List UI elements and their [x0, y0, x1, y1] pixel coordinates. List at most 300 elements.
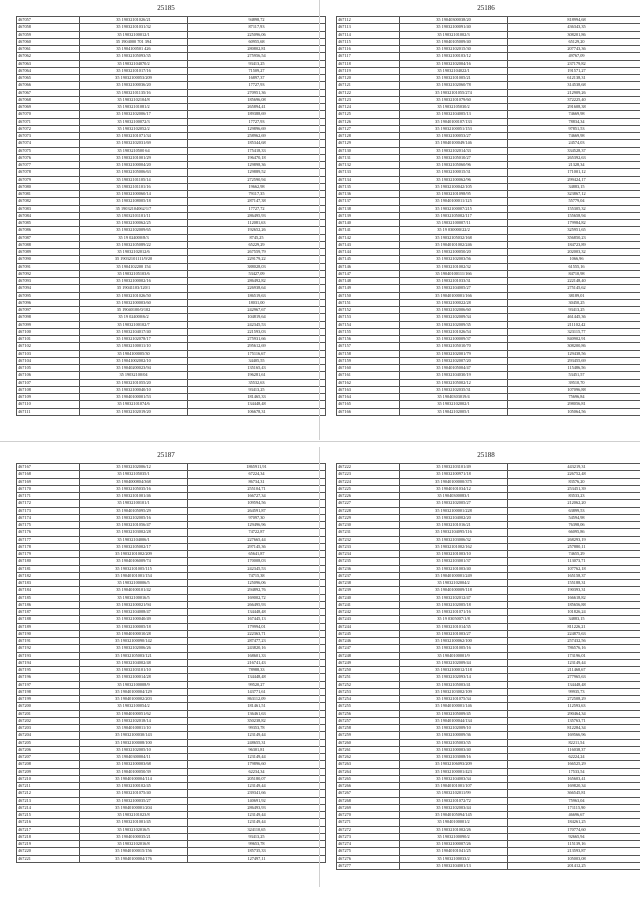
- table-row: [337, 681, 640, 688]
- reference-code-cell: 35 19032102005/27: [400, 500, 508, 507]
- amount-cell: 35532,63: [188, 379, 326, 386]
- reference-code-cell: 35 19032102031/69: [80, 140, 188, 147]
- amount-cell: 275145,62: [508, 285, 640, 292]
- amount-cell: 168601,33: [188, 652, 326, 659]
- reference-code-cell: 35 19040300004/11: [80, 754, 188, 761]
- record-id-cell: 467083: [17, 205, 80, 212]
- record-id-cell: 467079: [17, 176, 80, 183]
- amount-cell: 34405,55: [188, 357, 326, 364]
- record-id-cell: 467243: [337, 616, 400, 623]
- reference-code-cell: 35 19040100035/21: [80, 833, 188, 840]
- record-id-cell: 467114: [337, 31, 400, 38]
- reference-code-cell: 35 19032102015/30: [400, 46, 508, 53]
- record-id-cell: 467067: [17, 89, 80, 96]
- amount-cell: 196281,61: [188, 372, 326, 379]
- amount-cell: 226938,64: [188, 285, 326, 292]
- record-id-cell: 467084: [17, 212, 80, 219]
- amount-cell: 129896,69: [188, 125, 326, 132]
- record-id-cell: 467241: [337, 601, 400, 608]
- reference-code-cell: 35 19032100102/7: [80, 321, 188, 328]
- table-row: [337, 118, 640, 125]
- table-row: [17, 667, 326, 674]
- table-row: [337, 783, 640, 790]
- table-row: [17, 681, 326, 688]
- table-row: [17, 125, 326, 132]
- reference-code-cell: 35 19032101079/60: [400, 96, 508, 103]
- ledger-table: [16, 16, 326, 416]
- reference-code-cell: 35 19032104003/34: [400, 775, 508, 782]
- reference-code-cell: 35 19032104008/47: [80, 609, 188, 616]
- reference-code-cell: 35 19032102005/10: [80, 746, 188, 753]
- record-id-cell: 467273: [337, 833, 400, 840]
- record-id-cell: 467095: [17, 292, 80, 299]
- record-id-cell: 467159: [337, 357, 400, 364]
- record-id-cell: 467081: [17, 191, 80, 198]
- record-id-cell: 467224: [337, 478, 400, 485]
- record-id-cell: 467169: [17, 478, 80, 485]
- table-row: [17, 220, 326, 227]
- reference-code-cell: 35 19032100103/12: [400, 53, 508, 60]
- record-id-cell: 467148: [337, 278, 400, 285]
- reference-code-cell: 35 19032102009/44: [400, 659, 508, 666]
- reference-code-cell: 35 19032104017/40: [80, 328, 188, 335]
- reference-code-cell: 35 19032100051/153: [400, 125, 508, 132]
- reference-code-cell: 35 19032104005/27: [400, 285, 508, 292]
- amount-cell: 175116,67: [188, 350, 326, 357]
- record-id-cell: 467094: [17, 285, 80, 292]
- table-row: [17, 365, 326, 372]
- record-id-cell: 467203: [17, 725, 80, 732]
- reference-code-cell: 35 19032100009/36: [400, 732, 508, 739]
- record-id-cell: 467158: [337, 350, 400, 357]
- reference-code-cell: 35 19032103006/32: [400, 536, 508, 543]
- amount-cell: 155188,31: [508, 580, 640, 587]
- record-id-cell: 467170: [17, 485, 80, 492]
- record-id-cell: 467240: [337, 594, 400, 601]
- record-id-cell: 467192: [17, 645, 80, 652]
- record-id-cell: 467078: [17, 169, 80, 176]
- record-id-cell: 467216: [17, 819, 80, 826]
- amount-cell: 443219,31: [508, 464, 640, 471]
- reference-code-cell: 35 19032100001/228: [400, 507, 508, 514]
- table-row: [17, 401, 326, 408]
- amount-cell: 79117,35: [188, 191, 326, 198]
- amount-cell: 191571,27: [508, 67, 640, 74]
- table-row: [17, 674, 326, 681]
- table-row: [337, 241, 640, 248]
- record-id-cell: 467190: [17, 630, 80, 637]
- record-id-cell: 467109: [17, 394, 80, 401]
- amount-cell: 87117,93: [188, 24, 326, 31]
- record-id-cell: 467181: [17, 565, 80, 572]
- spread-divider: [0, 441, 640, 442]
- table-row: [17, 790, 326, 797]
- reference-code-cell: 35 19032100060/14: [80, 191, 188, 198]
- amount-cell: 268293,19: [508, 536, 640, 543]
- reference-code-cell: 35 19032103008/16: [400, 754, 508, 761]
- table-row: [17, 826, 326, 833]
- record-id-cell: 467161: [337, 372, 400, 379]
- record-id-cell: 467239: [337, 587, 400, 594]
- reference-code-cell: 35 19032100009/37: [400, 336, 508, 343]
- table-row: [17, 558, 326, 565]
- table-row: [337, 314, 640, 321]
- reference-code-cell: 35 19032101002/32: [400, 263, 508, 270]
- reference-code-cell: 35 19032102006/12: [80, 464, 188, 471]
- record-id-cell: 467178: [17, 543, 80, 550]
- amount-cell: 366545,81: [508, 790, 640, 797]
- reference-code-cell: 35 19032102016/8: [80, 841, 188, 848]
- reference-code-cell: 35 19040300038/20: [400, 17, 508, 24]
- record-id-cell: 467103: [17, 350, 80, 357]
- record-id-cell: 467271: [337, 819, 400, 826]
- table-row: [337, 652, 640, 659]
- table-row: [337, 234, 640, 241]
- table-row: [17, 601, 326, 608]
- reference-code-cell: 35 19032100062/100: [400, 638, 508, 645]
- table-row: [337, 688, 640, 695]
- reference-code-cell: 35 19032101101/16: [80, 183, 188, 190]
- amount-cell: 94898,72: [188, 17, 326, 24]
- amount-cell: 242967,67: [188, 307, 326, 314]
- reference-code-cell: 35 19032102009/34: [400, 314, 508, 321]
- table-row: [337, 572, 640, 579]
- table-row: [337, 580, 640, 587]
- amount-cell: 167445,13: [188, 616, 326, 623]
- record-id-cell: 467199: [17, 696, 80, 703]
- amount-cell: 86734,31: [188, 478, 326, 485]
- amount-cell: 78834,34: [508, 118, 640, 125]
- table-row: [337, 558, 640, 565]
- table-row: [337, 343, 640, 350]
- record-id-cell: 467134: [337, 176, 400, 183]
- reference-code-cell: 35 19032105030/2: [400, 104, 508, 111]
- reference-code-cell: 35 1903210500 64: [80, 147, 188, 154]
- reference-code-cell: 35 19041002002/10: [80, 357, 188, 364]
- amount-cell: 105064,56: [508, 408, 640, 415]
- reference-code-cell: 35 19032100007/26: [400, 841, 508, 848]
- record-id-cell: 467266: [337, 783, 400, 790]
- table-row: [17, 96, 326, 103]
- table-row: [337, 46, 640, 53]
- amount-cell: 19662,98: [188, 183, 326, 190]
- amount-cell: 123149,44: [188, 783, 326, 790]
- record-id-cell: 467204: [17, 732, 80, 739]
- reference-code-cell: 35 19032101002/3: [400, 31, 508, 38]
- amount-cell: 264591,87: [188, 507, 326, 514]
- record-id-cell: 467193: [17, 652, 80, 659]
- table-row: [17, 754, 326, 761]
- reference-code-cell: 35 19032101056/47: [80, 522, 188, 529]
- reference-code-cell: 35 19032100021/94: [80, 601, 188, 608]
- amount-cell: 106678,31: [188, 408, 326, 415]
- amount-cell: 21328,34: [508, 162, 640, 169]
- reference-code-cell: 35 19040100101/42: [80, 587, 188, 594]
- table-row: [17, 710, 326, 717]
- table-row: [337, 147, 640, 154]
- record-id-cell: 467251: [337, 674, 400, 681]
- amount-cell: 171115,90: [508, 804, 640, 811]
- amount-cell: 293455,69: [508, 357, 640, 364]
- amount-cell: 287147,38: [188, 198, 326, 205]
- table-row: [337, 703, 640, 710]
- reference-code-cell: 35 19040101002/246: [400, 241, 508, 248]
- table-row: [337, 176, 640, 183]
- table-row: [17, 630, 326, 637]
- amount-cell: 62224,24: [508, 754, 640, 761]
- table-row: [337, 299, 640, 306]
- table-row: [337, 292, 640, 299]
- amount-cell: 461445,36: [508, 314, 640, 321]
- record-id-cell: 467249: [337, 659, 400, 666]
- amount-cell: 96301,81: [188, 746, 326, 753]
- record-id-cell: 467057: [17, 17, 80, 24]
- amount-cell: 49767,09: [508, 53, 640, 60]
- table-row: [17, 732, 326, 739]
- table-row: [17, 147, 326, 154]
- table-row: [17, 493, 326, 500]
- amount-cell: 181465,33: [188, 394, 326, 401]
- record-id-cell: 467096: [17, 299, 80, 306]
- amount-cell: 140691,92: [188, 797, 326, 804]
- table-row: [337, 616, 640, 623]
- amount-cell: 155658,94: [508, 212, 640, 219]
- reference-code-cell: 35 19032105093/35: [80, 53, 188, 60]
- table-row: [337, 725, 640, 732]
- record-id-cell: 467198: [17, 688, 80, 695]
- record-id-cell: 467165: [337, 401, 400, 408]
- amount-cell: 112593,63: [508, 703, 640, 710]
- amount-cell: 54594,98: [508, 514, 640, 521]
- reference-code-cell: 35 19032103001/37: [400, 558, 508, 565]
- amount-cell: 84710,98: [508, 270, 640, 277]
- reference-code-cell: 35 19032100012/1: [80, 31, 188, 38]
- reference-code-cell: 35 19040105095/29: [80, 507, 188, 514]
- record-id-cell: 467186: [17, 601, 80, 608]
- reference-code-cell: 35 19032100971/18: [400, 471, 508, 478]
- record-id-cell: 467242: [337, 609, 400, 616]
- table-row: [17, 522, 326, 529]
- reference-code-cell: 35 19040105004/47: [400, 365, 508, 372]
- amount-cell: 212062,20: [508, 500, 640, 507]
- record-id-cell: 467108: [17, 386, 80, 393]
- record-id-cell: 467082: [17, 198, 80, 205]
- amount-cell: 116038,37: [508, 746, 640, 753]
- amount-cell: 211102,42: [508, 321, 640, 328]
- record-id-cell: 467200: [17, 703, 80, 710]
- ledger-page: [16, 0, 316, 416]
- table-row: [17, 234, 326, 241]
- record-id-cell: 467179: [17, 551, 80, 558]
- record-id-cell: 467135: [337, 183, 400, 190]
- amount-cell: 17533,54: [508, 768, 640, 775]
- amount-cell: 222363,71: [188, 630, 326, 637]
- record-id-cell: 467133: [337, 169, 400, 176]
- table-row: [337, 60, 640, 67]
- reference-code-cell: 35 19040100111/166: [400, 270, 508, 277]
- table-row: [17, 609, 326, 616]
- table-row: [17, 471, 326, 478]
- record-id-cell: 467066: [17, 82, 80, 89]
- table-row: [17, 176, 326, 183]
- amount-cell: 275956,54: [188, 53, 326, 60]
- record-id-cell: 467146: [337, 263, 400, 270]
- reference-code-cell: 35 19032104002/20: [400, 514, 508, 521]
- record-id-cell: 467202: [17, 717, 80, 724]
- reference-code-cell: 35 19032105060/96: [400, 162, 508, 169]
- reference-code-cell: 35 19032102009/65: [80, 227, 188, 234]
- reference-code-cell: 35 19040100001/204: [80, 804, 188, 811]
- table-row: [337, 307, 640, 314]
- record-id-cell: 467189: [17, 623, 80, 630]
- table-row: [17, 336, 326, 343]
- reference-code-cell: 35 19032101071/34: [80, 133, 188, 140]
- record-id-cell: 467127: [337, 125, 400, 132]
- reference-code-cell: 35 19032100033/2: [400, 855, 508, 862]
- amount-cell: 74669,98: [508, 133, 640, 140]
- table-row: [17, 111, 326, 118]
- reference-code-cell: 35 19032102018/14: [80, 717, 188, 724]
- record-id-cell: 467060: [17, 38, 80, 45]
- record-id-cell: 467111: [17, 408, 80, 415]
- amount-cell: 99353,78: [188, 725, 326, 732]
- reference-code-cell: 35 19032100050/20: [400, 249, 508, 256]
- reference-code-cell: 35 19032100008/100: [80, 739, 188, 746]
- table-row: [337, 543, 640, 550]
- record-id-cell: 467253: [337, 688, 400, 695]
- amount-cell: 135763,71: [508, 717, 640, 724]
- table-row: [17, 60, 326, 67]
- amount-cell: 53451,57: [508, 372, 640, 379]
- amount-cell: 170774,60: [508, 826, 640, 833]
- record-id-cell: 467086: [17, 227, 80, 234]
- record-id-cell: 467167: [17, 464, 80, 471]
- table-row: [337, 140, 640, 147]
- amount-cell: 257880,11: [508, 543, 640, 550]
- amount-cell: 270951,36: [188, 89, 326, 96]
- table-row: [337, 38, 640, 45]
- table-row: [17, 38, 326, 45]
- table-row: [337, 191, 640, 198]
- amount-cell: 291608,38: [508, 104, 640, 111]
- reference-code-cell: 35 1904100005/30: [80, 350, 188, 357]
- record-id-cell: 467244: [337, 623, 400, 630]
- reference-code-cell: 35 19032102006/60: [400, 307, 508, 314]
- amount-cell: 818994,68: [508, 17, 640, 24]
- amount-cell: 67224,34: [188, 471, 326, 478]
- reference-code-cell: 35 19040101034/12: [400, 485, 508, 492]
- reference-code-cell: 35 19032105010/27: [400, 154, 508, 161]
- amount-cell: 123149,44: [188, 732, 326, 739]
- record-id-cell: 467069: [17, 104, 80, 111]
- amount-cell: 165603,41: [508, 775, 640, 782]
- table-row: [17, 833, 326, 840]
- record-id-cell: 467091: [17, 263, 80, 270]
- amount-cell: 93413,25: [188, 60, 326, 67]
- reference-code-cell: 35 19040100/0/102: [80, 307, 188, 314]
- table-row: [337, 357, 640, 364]
- amount-cell: 93413,25: [188, 833, 326, 840]
- table-row: [17, 191, 326, 198]
- page-number: 25188: [477, 451, 495, 459]
- reference-code-cell: 35 1904100501 426: [80, 46, 188, 53]
- reference-code-cell: 35 19032102019/20: [80, 408, 188, 415]
- amount-cell: 61555,16: [508, 263, 640, 270]
- reference-code-cell: 35 19032105009/45: [400, 710, 508, 717]
- reference-code-cell: 35 19040100009/118: [400, 587, 508, 594]
- record-id-cell: 467061: [17, 46, 80, 53]
- table-row: [337, 212, 640, 219]
- table-row: [337, 104, 640, 111]
- amount-cell: 123149,44: [508, 659, 640, 666]
- record-id-cell: 467139: [337, 212, 400, 219]
- table-row: [17, 307, 326, 314]
- amount-cell: 99935,73: [508, 688, 640, 695]
- table-row: [337, 797, 640, 804]
- table-row: [17, 543, 326, 550]
- reference-code-cell: 35 19032101071/16: [400, 609, 508, 616]
- record-id-cell: 467191: [17, 638, 80, 645]
- record-id-cell: 467232: [337, 536, 400, 543]
- record-id-cell: 467194: [17, 659, 80, 666]
- table-row: [17, 133, 326, 140]
- amount-cell: 134448,48: [508, 681, 640, 688]
- record-id-cell: 467217: [17, 826, 80, 833]
- table-row: [337, 31, 640, 38]
- amount-cell: 113073,71: [508, 558, 640, 565]
- amount-cell: 189388,69: [188, 111, 326, 118]
- amount-cell: 286492,82: [188, 278, 326, 285]
- amount-cell: 272590,94: [188, 176, 326, 183]
- amount-cell: 213593,87: [508, 848, 640, 855]
- reference-code-cell: 35 19040100050/39: [80, 768, 188, 775]
- reference-code-cell: 35 19032101098/95: [400, 191, 508, 198]
- amount-cell: 356850,23: [508, 234, 640, 241]
- amount-cell: 612138,31: [508, 75, 640, 82]
- reference-code-cell: 35 19040100001/146: [400, 703, 508, 710]
- table-row: [17, 659, 326, 666]
- amount-cell: 53427,09: [188, 270, 326, 277]
- reference-code-cell: 35 19032101023/8: [80, 812, 188, 819]
- reference-code-cell: 35 19032101075/34: [400, 696, 508, 703]
- amount-cell: 179984,82: [508, 220, 640, 227]
- reference-code-cell: 35 19032100072/3: [80, 118, 188, 125]
- table-row: [337, 401, 640, 408]
- reference-code-cell: 35 19032100003/40: [400, 746, 508, 753]
- reference-code-cell: 35 19032103002/109: [400, 688, 508, 695]
- record-id-cell: 467130: [337, 147, 400, 154]
- table-row: [337, 350, 640, 357]
- table-row: [337, 841, 640, 848]
- amount-cell: 8745,25: [188, 234, 326, 241]
- table-row: [17, 500, 326, 507]
- amount-cell: 265392,63: [508, 154, 640, 161]
- reference-code-cell: 35 19040101041/25: [400, 848, 508, 855]
- reference-code-cell: 35 19032105010/70: [400, 343, 508, 350]
- record-id-cell: 467136: [337, 191, 400, 198]
- amount-cell: 112081,63: [188, 220, 326, 227]
- table-row: [337, 89, 640, 96]
- table-row: [337, 133, 640, 140]
- record-id-cell: 467267: [337, 790, 400, 797]
- amount-cell: 205180,07: [188, 775, 326, 782]
- amount-cell: 74722,87: [188, 529, 326, 536]
- reference-code-cell: 35 19032101031/32: [80, 24, 188, 31]
- reference-code-cell: 35 19032101005/16: [400, 645, 508, 652]
- table-row: [17, 17, 326, 24]
- record-id-cell: 467238: [337, 580, 400, 587]
- reference-code-cell: 35 19032104095/116: [400, 529, 508, 536]
